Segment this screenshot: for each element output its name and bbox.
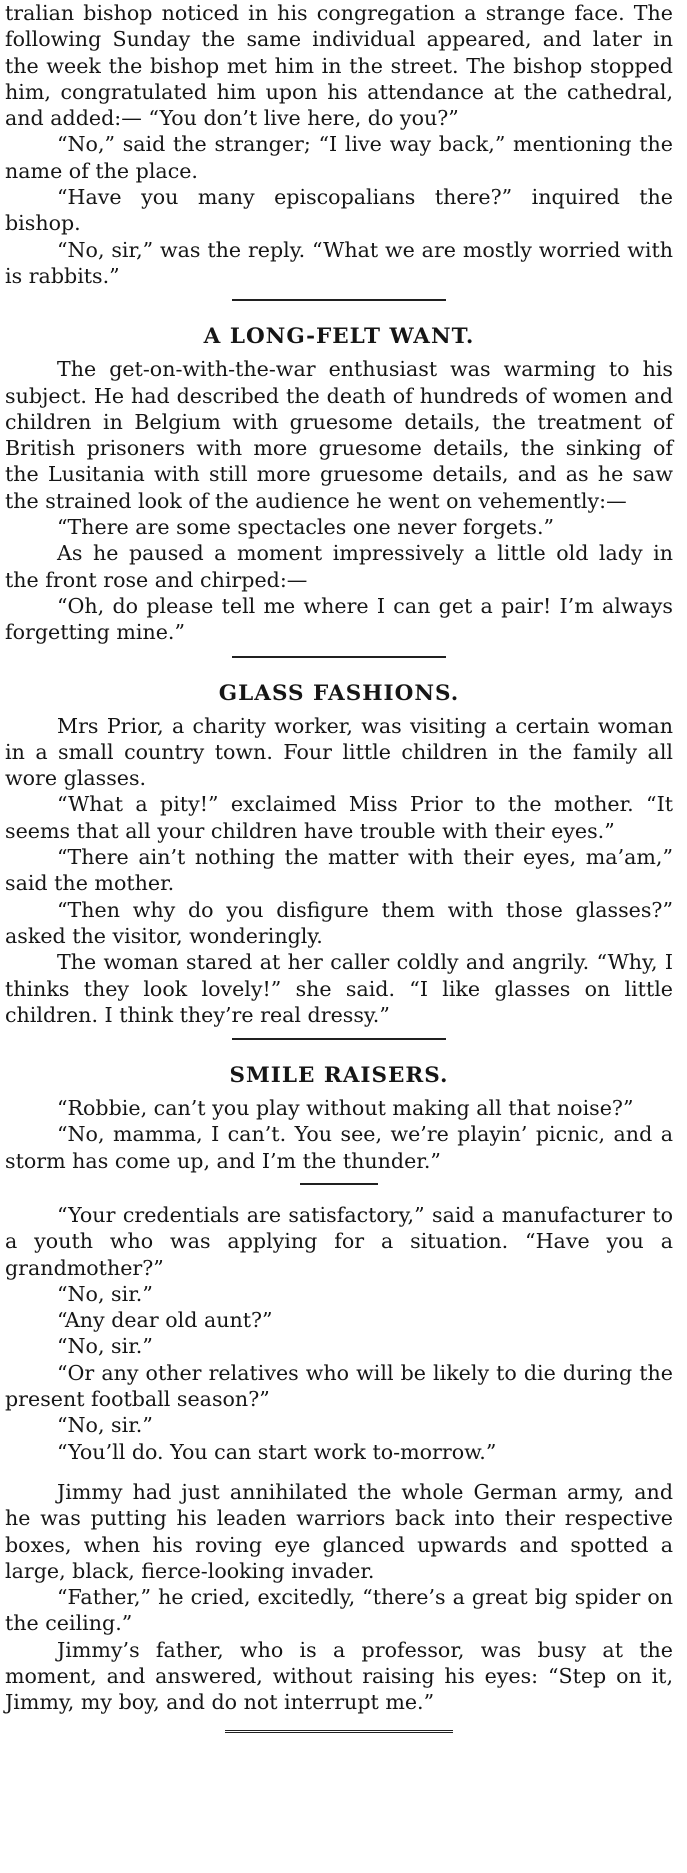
section-divider <box>232 656 446 658</box>
jimmy-story <box>5 1479 673 1716</box>
story-paragraph: “No, sir,” was the reply. “What we are mostly worried with is rabbits.” <box>5 237 673 288</box>
story-paragraph: “Then why do you disfigure them with those glasses?” asked the visitor, wonderingly. <box>5 897 673 948</box>
story-paragraph: “Any dear old aunt?” <box>57 1308 273 1333</box>
story-paragraph: Jimmy’s father, who is a professor, was busy at the moment, and answered, without raising his eyes: “Step on it, Jimmy, my boy, and do not interrupt me.” <box>5 1637 673 1715</box>
section-heading: A LONG-FELT WANT. <box>203 324 475 350</box>
story-paragraph: The get-on-with-the-war enthusiast was warming to his subject. He had described the death of hundreds of women and children in Belgium with gruesome details, the treatment of British prisoners with more gruesome details, the sinking of the Lusitania with still more gruesome details, and as he saw the strained look of the audience he went on vehemently:— <box>5 357 673 513</box>
story-paragraph: As he paused a moment impressively a little old lady in the front rose and chirped:— <box>5 541 673 592</box>
long-felt-want-section <box>5 319 673 645</box>
story-divider <box>300 1183 378 1185</box>
glass-fashions-section <box>5 676 673 1029</box>
bishop-story <box>5 0 673 289</box>
story-paragraph: “What a pity!” exclaimed Miss Prior to the mother. “It seems that all your children have trouble with their eyes.” <box>5 792 673 843</box>
story-paragraph: “Oh, do please tell me where I can get a pair! I’m always forgetting mine.” <box>5 593 673 645</box>
robbie-story <box>5 1095 673 1174</box>
section-heading: SMILE RAISERS. <box>229 1063 449 1089</box>
story-paragraph: “No, sir.” <box>57 1334 153 1359</box>
story-paragraph: “There are some spectacles one never forgets.” <box>57 515 555 540</box>
story-paragraph: “No, mamma, I can’t. You see, we’re playin’ picnic, and a storm has come up, and I’m the thunder.” <box>5 1122 673 1173</box>
smile-raisers-section <box>5 1058 673 1716</box>
section-heading: GLASS FASHIONS. <box>218 680 460 706</box>
story-paragraph: tralian bishop noticed in his congregation a strange face. The following Sunday the same individual appeared, and later in the week the bishop met him in the street. The bishop stopped him, congratulated him upon his attendance at the cathedral, and added:— “You don’t live here, do you?” <box>5 1 673 131</box>
story-paragraph: “There ain’t nothing the matter with their eyes, ma’am,” said the mother. <box>5 845 673 896</box>
story-paragraph: “No, sir.” <box>57 1413 153 1438</box>
story-paragraph: “No, sir.” <box>57 1281 153 1306</box>
story-paragraph: “You’ll do. You can start work to-morrow.” <box>57 1439 497 1464</box>
story-paragraph: The woman stared at her caller coldly and angrily. “Why, I thinks they look lovely!” she said. “I like glasses on little children. I think they’re real dressy.” <box>5 950 673 1027</box>
story-paragraph: “No,” said the stranger; “I live way back,” mentioning the name of the place. <box>5 132 673 183</box>
story-paragraph: “Father,” he cried, excitedly, “there’s a great big spider on the ceiling.” <box>5 1585 673 1636</box>
story-gap <box>5 1465 673 1479</box>
section-divider <box>232 1038 446 1040</box>
story-paragraph: Mrs Prior, a charity worker, was visiting a certain woman in a small country town. Four little children in the family all wore glasses. <box>5 713 673 791</box>
story-paragraph: “Or any other relatives who will be likely to die during the present football season?” <box>5 1360 673 1412</box>
story-paragraph: “Have you many episcopalians there?” inquired the bishop. <box>5 185 673 236</box>
credentials-story <box>5 1202 673 1465</box>
story-paragraph: Jimmy had just annihilated the whole German army, and he was putting his leaden warriors back into their respective boxes, when his roving eye glanced upwards and spotted a large, black, fierce-looking invader. <box>5 1479 673 1583</box>
story-paragraph: “Robbie, can’t you play without making all that noise?” <box>57 1096 634 1121</box>
story-paragraph: “Your credentials are satisfactory,” said a manufacturer to a youth who was applying for a situation. “Have you a grandmother?” <box>5 1202 673 1280</box>
end-divider <box>225 1730 453 1736</box>
section-divider <box>232 299 446 301</box>
